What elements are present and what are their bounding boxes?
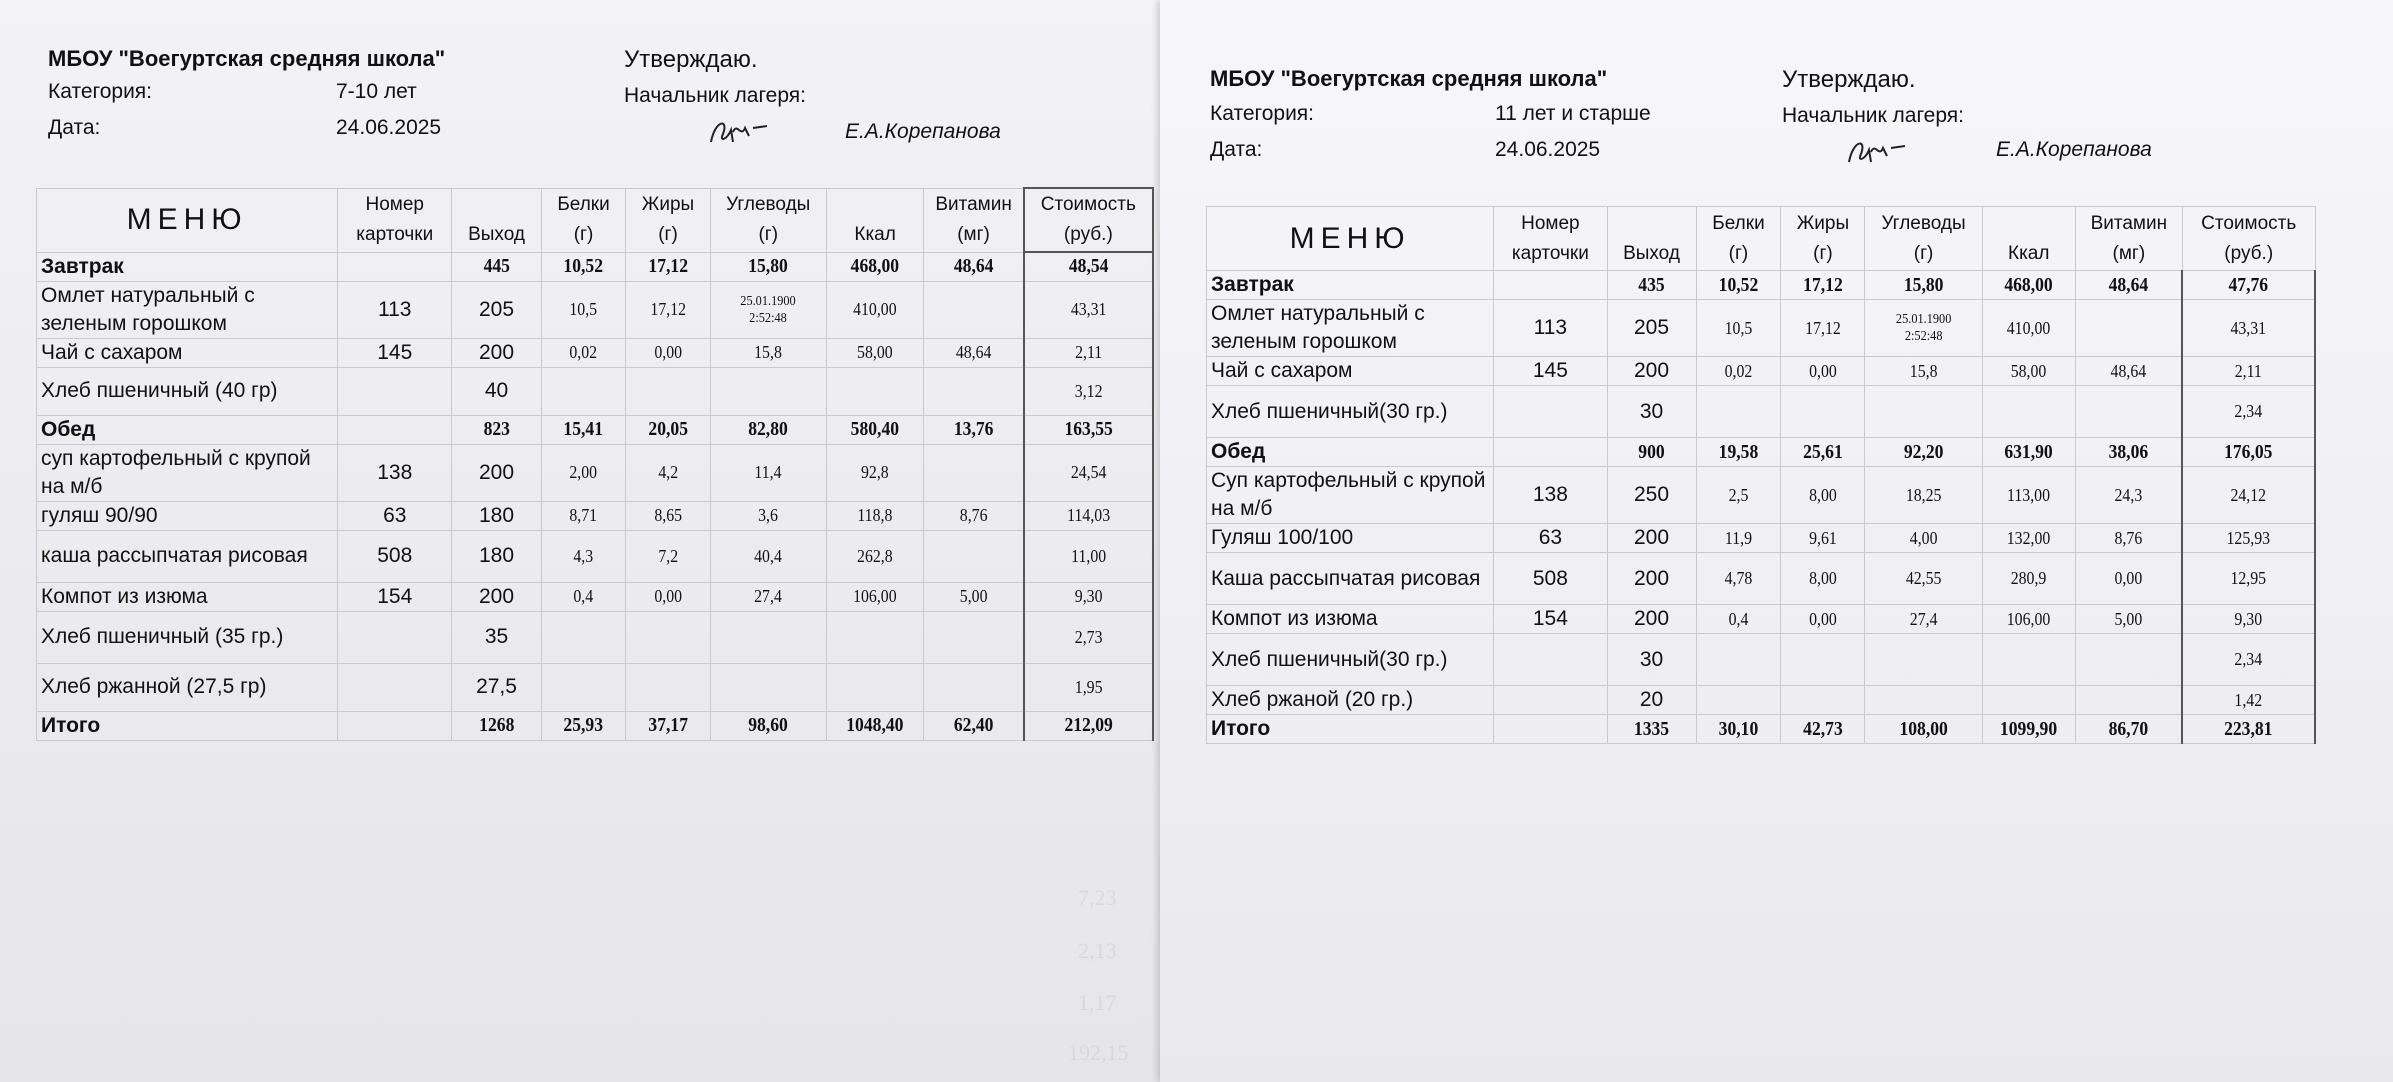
- category-label: Категория:: [1210, 102, 1315, 125]
- cell-fat: 17,12: [1786, 300, 1860, 357]
- cell-protein: [1701, 634, 1776, 686]
- cell-card: 63: [338, 501, 452, 530]
- category-value: 7-10 лет: [336, 80, 417, 103]
- cell-protein: 0,02: [546, 338, 620, 367]
- cell-fat: [1786, 686, 1860, 715]
- cell-carbs: [1872, 386, 1975, 438]
- cell-vitamin: [930, 530, 1018, 582]
- menu-item-row: [37, 444, 1154, 501]
- cell-yield: 1268: [457, 711, 536, 740]
- menu-item-row: [37, 663, 1154, 711]
- cell-fat: 9,61: [1786, 524, 1860, 553]
- col-vitamin-header: Витамин (мг): [2075, 207, 2182, 271]
- cell-vitamin: [2082, 386, 2176, 438]
- cell-kcal: 1099,90: [1988, 715, 2070, 744]
- cell-card: [1494, 715, 1607, 744]
- col-kcal-header: Ккал: [1982, 207, 2075, 271]
- cell-kcal: 106,00: [832, 582, 918, 611]
- cell-name: Обед: [1207, 438, 1494, 467]
- cell-card: [1494, 386, 1607, 438]
- cell-vitamin: [930, 367, 1018, 415]
- category-label: Категория:: [48, 80, 153, 103]
- cell-yield: 30: [1607, 386, 1696, 438]
- cell-fat: [631, 367, 705, 415]
- col-protein-header: Белки (г): [1696, 207, 1781, 271]
- menu-item-row: [37, 611, 1154, 663]
- cell-vitamin: 8,76: [930, 501, 1018, 530]
- menu-item-row: [37, 338, 1154, 367]
- cell-yield: 1335: [1612, 715, 1690, 744]
- menu-item-row: [37, 281, 1154, 338]
- cell-fat: 4,2: [631, 444, 705, 501]
- cell-kcal: 262,8: [832, 530, 918, 582]
- cell-card: [338, 415, 452, 444]
- cell-vitamin: 48,64: [930, 338, 1018, 367]
- cell-fat: 0,00: [1786, 357, 1860, 386]
- menu-item-row: [37, 367, 1154, 415]
- cell-cost: 12,95: [2190, 553, 2307, 605]
- cell-protein: 10,5: [1701, 300, 1776, 357]
- cell-fat: [1786, 634, 1860, 686]
- cell-vitamin: 86,70: [2082, 715, 2176, 744]
- cell-protein: 8,71: [546, 501, 620, 530]
- director-label: Начальник лагеря:: [624, 84, 807, 107]
- cell-card: 138: [1494, 467, 1607, 524]
- col-card-header: Номер карточки: [338, 188, 452, 252]
- cell-carbs: 27,4: [717, 582, 819, 611]
- cell-cost: 2,11: [2190, 357, 2307, 386]
- col-menu-header: МЕНЮ: [37, 188, 338, 252]
- cell-vitamin: 62,40: [930, 711, 1018, 740]
- menu-item-row: [37, 501, 1154, 530]
- cell-yield: 200: [1607, 357, 1696, 386]
- cell-card: [338, 711, 452, 740]
- cell-carbs: 27,4: [1872, 605, 1975, 634]
- cell-kcal: [832, 663, 918, 711]
- cell-fat: 0,00: [631, 582, 705, 611]
- cell-cost: 1,95: [1031, 663, 1145, 711]
- col-cost-header: Стоимость (руб.): [2182, 207, 2315, 271]
- cell-cost: 114,03: [1031, 501, 1145, 530]
- menu-item-row: [1207, 553, 2316, 605]
- cell-kcal: [1988, 634, 2070, 686]
- cell-kcal: 58,00: [1988, 357, 2070, 386]
- cell-cost: 1,42: [2190, 686, 2307, 715]
- cell-yield: 180: [452, 530, 542, 582]
- cell-fat: 42,73: [1786, 715, 1860, 744]
- cell-card: 113: [338, 281, 452, 338]
- cell-cost: 24,12: [2190, 467, 2307, 524]
- cell-kcal: 106,00: [1988, 605, 2070, 634]
- cell-cost: 11,00: [1031, 530, 1145, 582]
- category-value: 11 лет и старше: [1495, 102, 1651, 125]
- cell-carbs: 25.01.1900 2:52:48: [717, 281, 819, 338]
- cell-protein: 4,3: [546, 530, 620, 582]
- cell-yield: 200: [452, 582, 542, 611]
- menu-sheet-right: [1160, 0, 2393, 1082]
- menu-group-row: [37, 252, 1154, 281]
- cell-fat: 20,05: [631, 415, 705, 444]
- cell-card: [338, 367, 452, 415]
- cell-cost: 2,34: [2190, 386, 2307, 438]
- cell-protein: 10,52: [546, 252, 620, 281]
- cell-yield: 20: [1607, 686, 1696, 715]
- school-name: МБОУ "Воегуртская средняя школа": [1210, 66, 1608, 91]
- col-menu-header: МЕНЮ: [1207, 207, 1494, 271]
- cell-vitamin: 13,76: [930, 415, 1018, 444]
- cell-name: Каша рассыпчатая рисовая: [1207, 553, 1494, 605]
- col-card-header: Номер карточки: [1494, 207, 1607, 271]
- menu-item-row: [1207, 386, 2316, 438]
- cell-fat: 17,12: [1786, 271, 1860, 300]
- cell-cost: 212,09: [1031, 711, 1145, 740]
- menu-item-row: [1207, 634, 2316, 686]
- menu-item-row: [1207, 300, 2316, 357]
- menu-sheet-left: МБОУ "Воегуртская средняя школа" Категория: 7-10 лет Дата: 24.06.2025 Утверждаю. Начальник лагеря: Е.А.Корепанова МЕНЮ Номер карточки Выход Белки (г) Жиры (г) Углеводы (г) Ккал Витамин (мг) Стоимость (руб.) Завтрак 445 10,52 17,12 15,80 468,00 48,64 48,54 Омлет натуральный с зеленым горошком 113 205 10,5 17,12 25.01.1900 2:52:48 410,00 43,31 Чай с сахаром 145 200 0,02 0,00 15,8 58,00 48,64 2,11 Хлеб пшеничный (40 гр) 40 3,12 Обед 823 15,41 20,05 82,80 580,40 13,76 163,55 суп картофельный с крупой на м/б 138 200 2,00 4,2 11,4 92,8 24,54 гуляш 90/90 63 180 8,71 8,65 3,6 118,8 8,76 114,03 каша рассыпчатая рисовая 508 180 4,3 7,2 40,4 262,8 11,00 Компот из изюма 154 200 0,4 0,00 27,4 106,00 5,00 9,30 Хлеб пшеничный (35 гр.) 35 2,73 Хлеб ржанной (27,5 гр) 27,5 1,95 Итого 1268 25,93 37,17 98,60 1048,40 62,40 212,09 7,23 2,13 1,17 192,15: [0, 0, 1162, 1082]
- col-vitamin-header: Витамин (мг): [924, 188, 1024, 252]
- cell-yield: 40: [452, 367, 542, 415]
- cell-cost: 125,93: [2190, 524, 2307, 553]
- cell-name: Обед: [37, 415, 338, 444]
- cell-vitamin: [2082, 634, 2176, 686]
- cell-cost: 2,34: [2190, 634, 2307, 686]
- cell-protein: 19,58: [1701, 438, 1776, 467]
- menu-group-row: [1207, 271, 2316, 300]
- menu-group-row: [37, 415, 1154, 444]
- cell-carbs: 15,80: [1872, 271, 1975, 300]
- cell-name: Омлет натуральный с зеленым горошком: [37, 281, 338, 338]
- menu-item-row: [37, 530, 1154, 582]
- cell-fat: 0,00: [1786, 605, 1860, 634]
- cell-carbs: 92,20: [1872, 438, 1975, 467]
- menu-table: [1206, 206, 2316, 744]
- cell-fat: 8,00: [1786, 553, 1860, 605]
- cell-carbs: 40,4: [717, 530, 819, 582]
- cell-name: гуляш 90/90: [37, 501, 338, 530]
- cell-kcal: 468,00: [832, 252, 918, 281]
- cell-yield: 200: [1607, 553, 1696, 605]
- cell-yield: 205: [452, 281, 542, 338]
- cell-cost: 9,30: [1031, 582, 1145, 611]
- cell-yield: 823: [457, 415, 536, 444]
- cell-name: Завтрак: [37, 252, 338, 281]
- cell-card: [1494, 438, 1607, 467]
- cell-yield: 435: [1612, 271, 1690, 300]
- director-name: Е.А.Корепанова: [1996, 138, 2152, 161]
- menu-item-row: [1207, 524, 2316, 553]
- cell-name: Гуляш 100/100: [1207, 524, 1494, 553]
- cell-kcal: 92,8: [832, 444, 918, 501]
- cell-carbs: 15,8: [717, 338, 819, 367]
- cell-kcal: [832, 367, 918, 415]
- cell-protein: 2,00: [546, 444, 620, 501]
- cell-vitamin: [930, 663, 1018, 711]
- menu-group-row: [37, 711, 1154, 740]
- cell-name: Итого: [1207, 715, 1494, 744]
- cell-yield: 445: [457, 252, 536, 281]
- cell-protein: 15,41: [546, 415, 620, 444]
- cell-card: [338, 611, 452, 663]
- cell-card: [1494, 634, 1607, 686]
- cell-protein: [1701, 686, 1776, 715]
- cell-vitamin: [2082, 686, 2176, 715]
- cell-kcal: 580,40: [832, 415, 918, 444]
- cell-kcal: 1048,40: [832, 711, 918, 740]
- cell-carbs: 11,4: [717, 444, 819, 501]
- cell-vitamin: 0,00: [2082, 553, 2176, 605]
- cell-carbs: 4,00: [1872, 524, 1975, 553]
- cell-fat: 17,12: [631, 252, 705, 281]
- cell-yield: 200: [1607, 524, 1696, 553]
- col-fat-header: Жиры (г): [626, 188, 710, 252]
- cell-name: Хлеб ржанной (27,5 гр): [37, 663, 338, 711]
- cell-yield: 27,5: [452, 663, 542, 711]
- col-fat-header: Жиры (г): [1781, 207, 1865, 271]
- cell-name: Чай с сахаром: [37, 338, 338, 367]
- cell-yield: 200: [1607, 605, 1696, 634]
- menu-group-row: [1207, 438, 2316, 467]
- cell-card: 145: [338, 338, 452, 367]
- cell-protein: [546, 367, 620, 415]
- col-yield-header: Выход: [452, 188, 542, 252]
- cell-name: Компот из изюма: [37, 582, 338, 611]
- cell-fat: 8,65: [631, 501, 705, 530]
- school-name: МБОУ "Воегуртская средняя школа": [48, 46, 446, 71]
- cell-cost: 2,11: [1031, 338, 1145, 367]
- cell-fat: 25,61: [1786, 438, 1860, 467]
- approve-text: Утверждаю.: [624, 46, 758, 73]
- cell-vitamin: 24,3: [2082, 467, 2176, 524]
- cell-kcal: 132,00: [1988, 524, 2070, 553]
- cell-card: [338, 252, 452, 281]
- cell-cost: 163,55: [1031, 415, 1145, 444]
- menu-table: [36, 187, 1154, 741]
- cell-kcal: 410,00: [832, 281, 918, 338]
- cell-kcal: [1988, 686, 2070, 715]
- cell-yield: 30: [1607, 634, 1696, 686]
- cell-vitamin: 48,64: [2082, 357, 2176, 386]
- col-kcal-header: Ккал: [826, 188, 924, 252]
- cell-card: [338, 663, 452, 711]
- menu-item-row: [1207, 686, 2316, 715]
- cell-fat: [631, 663, 705, 711]
- cell-name: Чай с сахаром: [1207, 357, 1494, 386]
- menu-group-row: [1207, 715, 2316, 744]
- cell-card: 63: [1494, 524, 1607, 553]
- cell-protein: 10,52: [1701, 271, 1776, 300]
- cell-carbs: 42,55: [1872, 553, 1975, 605]
- cell-protein: 2,5: [1701, 467, 1776, 524]
- cell-vitamin: 48,64: [930, 252, 1018, 281]
- cell-fat: 0,00: [631, 338, 705, 367]
- cell-carbs: [717, 663, 819, 711]
- col-carbs-header: Углеводы (г): [1865, 207, 1982, 271]
- cell-cost: 24,54: [1031, 444, 1145, 501]
- cell-card: 154: [338, 582, 452, 611]
- cell-name: Завтрак: [1207, 271, 1494, 300]
- cell-card: 138: [338, 444, 452, 501]
- cell-protein: 11,9: [1701, 524, 1776, 553]
- cell-cost: 48,54: [1031, 252, 1145, 281]
- cell-yield: 35: [452, 611, 542, 663]
- cell-protein: 0,4: [1701, 605, 1776, 634]
- cell-name: Омлет натуральный с зеленым горошком: [1207, 300, 1494, 357]
- cell-yield: 205: [1607, 300, 1696, 357]
- cell-cost: 47,76: [2190, 271, 2307, 300]
- cell-kcal: 410,00: [1988, 300, 2070, 357]
- cell-card: 113: [1494, 300, 1607, 357]
- cell-vitamin: 8,76: [2082, 524, 2176, 553]
- cell-fat: [631, 611, 705, 663]
- cell-name: Хлеб пшеничный (35 гр.): [37, 611, 338, 663]
- cell-protein: 0,4: [546, 582, 620, 611]
- cell-card: 508: [338, 530, 452, 582]
- cell-carbs: 18,25: [1872, 467, 1975, 524]
- cell-name: Итого: [37, 711, 338, 740]
- cell-kcal: 118,8: [832, 501, 918, 530]
- date-value: 24.06.2025: [336, 116, 442, 139]
- cell-yield: 200: [452, 338, 542, 367]
- cell-cost: 43,31: [1031, 281, 1145, 338]
- cell-kcal: 113,00: [1988, 467, 2070, 524]
- menu-item-row: [37, 582, 1154, 611]
- cell-kcal: 468,00: [1988, 271, 2070, 300]
- cell-carbs: 3,6: [717, 501, 819, 530]
- col-protein-header: Белки (г): [541, 188, 625, 252]
- cell-vitamin: [930, 611, 1018, 663]
- director-name: Е.А.Корепанова: [845, 120, 1001, 143]
- cell-kcal: 631,90: [1988, 438, 2070, 467]
- cell-fat: 37,17: [631, 711, 705, 740]
- cell-protein: 0,02: [1701, 357, 1776, 386]
- cell-card: 508: [1494, 553, 1607, 605]
- cell-carbs: 98,60: [717, 711, 819, 740]
- cell-carbs: 15,8: [1872, 357, 1975, 386]
- cell-carbs: 25.01.1900 2:52:48: [1872, 300, 1975, 357]
- cell-yield: 200: [452, 444, 542, 501]
- cell-cost: 2,73: [1031, 611, 1145, 663]
- cell-protein: [1701, 386, 1776, 438]
- cell-card: [1494, 271, 1607, 300]
- cell-kcal: [1988, 386, 2070, 438]
- cell-fat: 8,00: [1786, 467, 1860, 524]
- cell-yield: 900: [1612, 438, 1690, 467]
- cell-name: Хлеб пшеничный(30 гр.): [1207, 386, 1494, 438]
- cell-cost: 9,30: [2190, 605, 2307, 634]
- cell-kcal: 58,00: [832, 338, 918, 367]
- approve-text: Утверждаю.: [1782, 66, 1916, 93]
- cell-carbs: 82,80: [717, 415, 819, 444]
- cell-card: 145: [1494, 357, 1607, 386]
- cell-card: [1494, 686, 1607, 715]
- cell-cost: 3,12: [1031, 367, 1145, 415]
- cell-name: Компот из изюма: [1207, 605, 1494, 634]
- cell-carbs: 15,80: [717, 252, 819, 281]
- menu-item-row: [1207, 467, 2316, 524]
- director-label: Начальник лагеря:: [1782, 104, 1965, 127]
- cell-cost: 223,81: [2190, 715, 2307, 744]
- cell-protein: 4,78: [1701, 553, 1776, 605]
- cell-vitamin: 5,00: [930, 582, 1018, 611]
- cell-fat: [1786, 386, 1860, 438]
- cell-name: суп картофельный с крупой на м/б: [37, 444, 338, 501]
- cell-kcal: 280,9: [1988, 553, 2070, 605]
- col-yield-header: Выход: [1607, 207, 1696, 271]
- col-cost-header: Стоимость (руб.): [1024, 188, 1153, 252]
- cell-fat: 17,12: [631, 281, 705, 338]
- cell-carbs: 108,00: [1872, 715, 1975, 744]
- cell-cost: 43,31: [2190, 300, 2307, 357]
- cell-protein: [546, 611, 620, 663]
- signature-mark: [1843, 132, 1923, 172]
- cell-vitamin: 48,64: [2082, 271, 2176, 300]
- cell-name: Суп картофельный с крупой на м/б: [1207, 467, 1494, 524]
- date-label: Дата:: [48, 116, 101, 139]
- cell-cost: 176,05: [2190, 438, 2307, 467]
- cell-yield: 180: [452, 501, 542, 530]
- col-carbs-header: Углеводы (г): [710, 188, 826, 252]
- cell-name: каша рассыпчатая рисовая: [37, 530, 338, 582]
- cell-carbs: [717, 611, 819, 663]
- menu-item-row: [1207, 605, 2316, 634]
- cell-kcal: [832, 611, 918, 663]
- date-label: Дата:: [1210, 138, 1263, 161]
- menu-item-row: [1207, 357, 2316, 386]
- cell-carbs: [1872, 634, 1975, 686]
- cell-vitamin: 5,00: [2082, 605, 2176, 634]
- signature-mark: [705, 112, 785, 152]
- cell-vitamin: [2082, 300, 2176, 357]
- cell-name: Хлеб ржаной (20 гр.): [1207, 686, 1494, 715]
- cell-protein: 25,93: [546, 711, 620, 740]
- cell-vitamin: [930, 444, 1018, 501]
- date-value: 24.06.2025: [1495, 138, 1601, 161]
- cell-protein: [546, 663, 620, 711]
- cell-card: 154: [1494, 605, 1607, 634]
- cell-name: Хлеб пшеничный (40 гр): [37, 367, 338, 415]
- cell-vitamin: [930, 281, 1018, 338]
- cell-carbs: [717, 367, 819, 415]
- cell-carbs: [1872, 686, 1975, 715]
- cell-protein: 10,5: [546, 281, 620, 338]
- cell-yield: 250: [1607, 467, 1696, 524]
- cell-protein: 30,10: [1701, 715, 1776, 744]
- cell-name: Хлеб пшеничный(30 гр.): [1207, 634, 1494, 686]
- cell-vitamin: 38,06: [2082, 438, 2176, 467]
- cell-fat: 7,2: [631, 530, 705, 582]
